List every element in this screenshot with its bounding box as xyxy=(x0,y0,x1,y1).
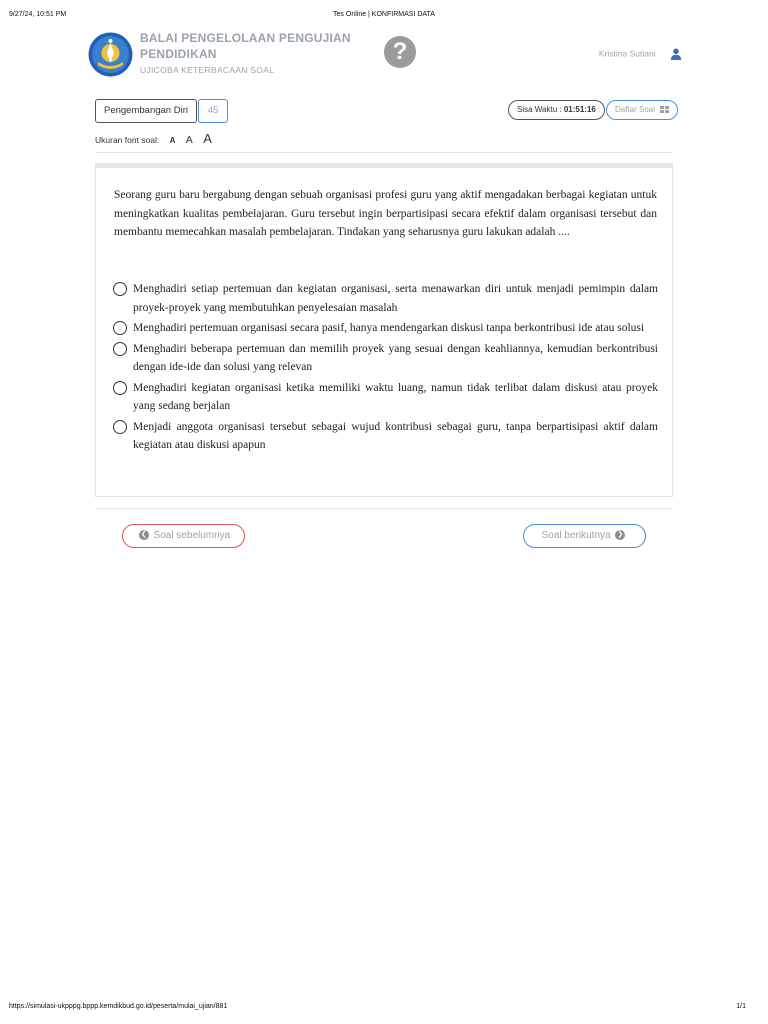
timer-label: Sisa Waktu : xyxy=(517,105,562,114)
exam-subtitle: UJICOBA KETERBACAAN SOAL xyxy=(140,65,275,75)
option-text: Menghadiri beberapa pertemuan dan memilih proyek yang sesuai dengan keahliannya, kemudian berkontribusi dengan ide-ide dan solusi yang relevan xyxy=(133,342,658,373)
option-text: Menghadiri kegiatan organisasi ketika memiliki waktu luang, namun tidak terlibat dalam diskusi atau proyek yang sedang berjalan xyxy=(133,381,658,412)
user-icon xyxy=(670,48,682,60)
question-list-button[interactable] xyxy=(606,100,678,120)
next-question-label: Soal berikutnya xyxy=(541,530,611,541)
radio-button[interactable] xyxy=(113,321,127,335)
answer-option-2[interactable] xyxy=(113,319,658,338)
font-size-large-button[interactable]: A xyxy=(203,131,212,146)
chevron-right-circle-icon: ❯ xyxy=(615,530,625,540)
chevron-left-circle-icon: ❮ xyxy=(139,530,149,540)
grid-icon xyxy=(660,106,669,113)
font-size-medium-button[interactable]: A xyxy=(185,134,193,146)
font-size-small-button[interactable]: A xyxy=(169,136,176,145)
divider xyxy=(95,508,673,509)
print-footer xyxy=(0,1003,768,1015)
institution-name-line1: BALAI PENGELOLAAN PENGUJIAN xyxy=(140,31,351,45)
answer-option-4[interactable] xyxy=(113,379,658,416)
help-icon[interactable]: ? xyxy=(384,36,416,68)
divider xyxy=(95,152,673,153)
subject-label: Pengembangan Diri xyxy=(95,99,197,123)
question-card xyxy=(95,163,673,497)
print-url: https://simulasi-ukpppg.bppp.kemdikbud.go.id/peserta/mulai_ujian/881 xyxy=(9,1003,228,1010)
option-text: Menghadiri setiap pertemuan dan kegiatan organisasi, serta menawarkan diri untuk menjadi pemimpin dalam proyek-proyek yang membutuhkan penyelesaian masalah xyxy=(133,283,658,314)
print-header xyxy=(0,11,768,23)
print-page-title: Tes Online | KONFIRMASI DATA xyxy=(333,11,435,18)
print-page-number: 1/1 xyxy=(736,1003,746,1010)
radio-button[interactable] xyxy=(113,381,127,395)
previous-question-button[interactable] xyxy=(122,524,245,548)
kemdikbud-logo-icon xyxy=(88,32,133,77)
answer-options xyxy=(113,280,658,457)
option-text: Menjadi anggota organisasi tersebut sebagai wujud kontribusi sebagai guru, tanpa berpartisipasi aktif dalam kegiatan atau diskusi apapun xyxy=(133,420,658,451)
answer-option-3[interactable] xyxy=(113,340,658,377)
radio-button[interactable] xyxy=(113,420,127,434)
radio-button[interactable] xyxy=(113,342,127,356)
font-size-controls xyxy=(95,131,212,146)
option-text: Menghadiri pertemuan organisasi secara pasif, hanya mendengarkan diskusi tanpa berkontribusi ide atau solusi xyxy=(133,322,645,334)
remaining-time-badge xyxy=(508,100,605,120)
institution-name-line2: PENDIDIKAN xyxy=(140,47,217,61)
answer-option-5[interactable] xyxy=(113,418,658,455)
user-menu[interactable] xyxy=(599,48,682,60)
institution-brand xyxy=(140,30,351,75)
question-text: Seorang guru baru bergabung dengan sebuah organisasi profesi guru yang aktif mengadakan berbagai kegiatan untuk meningkatkan kualitas pembelajaran. Guru tersebut ingin berpartisipasi secara efektif dalam organisasi tersebut dan membantu memecahkan masalah pembelajaran. Tindakan yang seharusnya guru lakukan adalah .... xyxy=(114,189,657,238)
answer-option-1[interactable] xyxy=(113,280,658,317)
app-header xyxy=(88,30,688,80)
question-number-badge: 45 xyxy=(198,99,228,123)
radio-button[interactable] xyxy=(113,282,127,296)
print-datetime: 9/27/24, 10:51 PM xyxy=(9,11,67,18)
question-list-label: Daftar Soal xyxy=(615,105,656,114)
timer-value: 01:51:16 xyxy=(563,105,596,114)
previous-question-label: Soal sebelumnya xyxy=(153,530,231,541)
next-question-button[interactable] xyxy=(523,524,646,548)
user-name: Kristina Sutiani xyxy=(598,48,656,59)
font-size-label: Ukuran font soal: xyxy=(95,135,160,145)
